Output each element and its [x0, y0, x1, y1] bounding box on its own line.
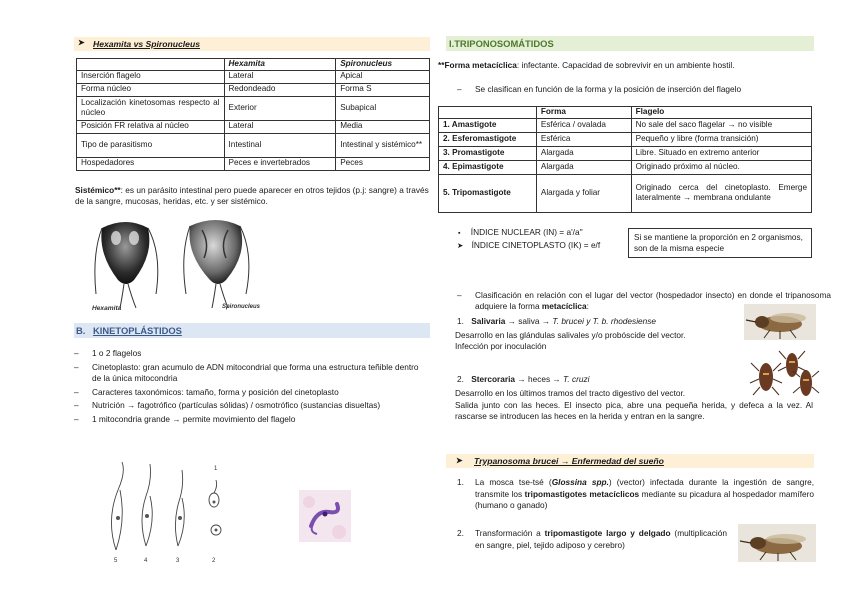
form-label-2: 2	[212, 558, 216, 564]
salivaria-desc: Desarrollo en las glándulas salivales y/o probóscide del vector. Infección por inoculación	[455, 330, 686, 352]
table-row	[439, 174, 812, 212]
table-row	[77, 120, 430, 133]
table-header-cell: Hexamita	[224, 59, 336, 71]
table-cell: Exterior	[224, 96, 336, 120]
tsetse-fly-image	[744, 304, 816, 340]
table-cell: 4. Epimastigote	[439, 160, 537, 174]
hexamita-caption: Hexamita	[92, 305, 122, 312]
table-cell: Apical	[336, 70, 430, 83]
list-item: – 1 o 2 flagelos	[74, 348, 142, 358]
brucei-step-1: 1. La mosca tse-tsé (Glossina spp.) (vector) infectada durante la ingestión de sangre, transmite los tripomastigotes metacíclicos mediante su picadura al hospedador mamífero (humano o ganado)	[457, 477, 814, 511]
table-cell: Peces e invertebrados	[224, 157, 336, 170]
table-cell: Posición FR relativa al núcleo	[77, 120, 225, 133]
trypanosome-micrograph	[299, 490, 351, 542]
spironucleus-cell-image	[184, 220, 249, 308]
sistemico-note	[75, 185, 431, 208]
table-header-cell: Spironucleus	[336, 59, 430, 71]
sistemico-text: : es un parásito intestinal pero puede aparecer en otros tejidos (p.j: sangre) a través de la sangre, mucosas, heridas, etc. y ser sistémico.	[75, 185, 429, 207]
table-cell: Originado cerca del cinetoplasto. Emerge lateralmente → membrana ondulante	[631, 174, 811, 212]
table-header-cell: Forma	[536, 107, 631, 119]
table-row	[439, 118, 812, 132]
form-label-5: 5	[114, 558, 118, 564]
stercoraria-desc-2: Salida junto con las heces. El insecto pica, abre una pequeña herida, y defeca a la vez. Al rascarse se introducen las heces en la herida y entran en la sangre.	[455, 400, 813, 422]
kinetoplastidos-list	[74, 348, 428, 426]
table-cell: Libre. Situado en extremo anterior	[631, 146, 811, 160]
section-title-triponosomatidos: I.TRIPONOSOMÁTIDOS	[449, 38, 554, 49]
table-cell: Alargada	[536, 160, 631, 174]
table-cell: Alargada y foliar	[536, 174, 631, 212]
table-header-row	[77, 59, 430, 71]
table-cell: Tipo de parasitismo	[77, 133, 225, 157]
table-row	[77, 157, 430, 170]
table-cell: Subapical	[336, 96, 430, 120]
form-label-3: 3	[176, 558, 180, 564]
header-arrow-icon: ➤	[78, 38, 85, 47]
table-cell: Intestinal y sistémico**	[336, 133, 430, 157]
forma-metaciclica-term: Forma metacíclica	[444, 60, 517, 70]
table-row	[77, 70, 430, 83]
stercoraria-heading: 2. Stercoraria → heces → T. cruzi	[457, 374, 590, 384]
table-row	[77, 133, 430, 157]
table-row	[77, 96, 430, 120]
bullet-arrow-icon: ➤	[457, 241, 464, 250]
brucei-step-2: 2. Transformación a tripomastigote largo y delgado (multiplicación en sangre, piel, tejido adiposo y cerebro)	[457, 528, 727, 550]
table-row	[439, 132, 812, 146]
table-header-cell	[77, 59, 225, 71]
hexamita-spironucleus-figure	[90, 214, 270, 314]
list-item: – Caracteres taxonómicos: tamaño, forma y posición del cinetoplasto	[74, 386, 339, 397]
section-title-trypanosoma-brucei: Trypanosoma brucei → Enfermedad del sueño	[474, 456, 664, 466]
table-cell: Pequeño y libre (forma transición)	[631, 132, 811, 146]
table-cell: Inserción flagelo	[77, 70, 225, 83]
table-cell: Peces	[336, 157, 430, 170]
table-cell: Esférica / ovalada	[536, 118, 631, 132]
table-cell: Lateral	[224, 120, 336, 133]
list-item: – Nutrición → fagotrófico (partículas sólidas) / osmotrófico (sustancias disueltas)	[74, 400, 381, 411]
triatomine-bugs-image	[748, 343, 820, 403]
table-cell: Originado próximo al núcleo.	[631, 160, 811, 174]
table-cell: No sale del saco flagelar → no visible	[631, 118, 811, 132]
list-item: – Cinetoplasto: gran acumulo de ADN mitocondrial que forma una estructura teñible dentro de la única mitocondria	[74, 361, 419, 384]
list-item: – 1 mitocondria grande → permite movimiento del flagelo	[74, 413, 296, 424]
sistemico-term: Sistémico**	[75, 185, 121, 195]
table-cell: Forma núcleo	[77, 83, 225, 96]
clasif-vector-item: – Clasificación en relación con el lugar del vector (hospedador insecto) en donde el tripanosoma adquiere la forma metacíclica:	[457, 289, 831, 312]
table-cell: Intestinal	[224, 133, 336, 157]
form-label-4: 4	[144, 558, 148, 564]
section-title-kinetoplastidos: KINETOPLÁSTIDOS	[93, 325, 182, 336]
header-arrow-icon: ➤	[456, 456, 463, 465]
bullet-square-icon: ▪	[458, 230, 461, 237]
table-cell: Redondeado	[224, 83, 336, 96]
table-cell: 2. Esferomastigote	[439, 132, 537, 146]
table-cell: Media	[336, 120, 430, 133]
table-cell: 3. Promastigote	[439, 146, 537, 160]
table-cell: 5. Tripomastigote	[439, 174, 537, 212]
trypanosomatid-forms-table	[438, 106, 812, 213]
table-row	[439, 146, 812, 160]
form-label-1: 1	[214, 466, 218, 472]
indice-cinetoplasto-item: ➤ ÍNDICE CINETOPLASTO (IK) = e/f	[457, 240, 601, 250]
forma-metaciclica-note: **Forma metacíclica: infectante. Capacidad de sobrevivir en un ambiente hostil.	[438, 60, 735, 70]
table-cell: Localización kinetosomas respecto al núcleo	[77, 96, 225, 120]
table-cell: Lateral	[224, 70, 336, 83]
stercoraria-desc-1: Desarrollo en los últimos tramos del tracto digestivo del vector.	[455, 388, 686, 398]
table-cell: Hospedadores	[77, 157, 225, 170]
section-title-hexamita: Hexamita vs Spironucleus	[93, 39, 200, 49]
table-row	[77, 83, 430, 96]
table-header-cell	[439, 107, 537, 119]
indice-nuclear-item: ▪ ÍNDICE NUCLEAR (IN) = a'/a''	[458, 227, 583, 237]
table-header-cell: Flagelo	[631, 107, 811, 119]
salivaria-heading: 1. Salivaria → saliva → T. brucei y T. b. rhodesiense	[457, 316, 657, 326]
hexamita-comparison-table	[76, 58, 430, 171]
clasif-forma-item: – Se clasifican en función de la forma y la posición de inserción del flagelo	[457, 84, 742, 94]
hexamita-cell-image	[95, 222, 158, 308]
table-cell: Forma S	[336, 83, 430, 96]
section-letter: B.	[76, 325, 86, 336]
spironucleus-caption: Spironucleus	[222, 304, 261, 310]
table-cell: 1. Amastigote	[439, 118, 537, 132]
tsetse-fly-image-2	[738, 524, 816, 562]
table-row	[439, 160, 812, 174]
indice-note-box: Si se mantiene la proporción en 2 organismos, son de la misma especie	[628, 228, 812, 258]
table-cell: Alargada	[536, 146, 631, 160]
table-cell: Esférica	[536, 132, 631, 146]
table-header-row	[439, 107, 812, 119]
trypanosomatid-forms-figure	[100, 460, 240, 565]
